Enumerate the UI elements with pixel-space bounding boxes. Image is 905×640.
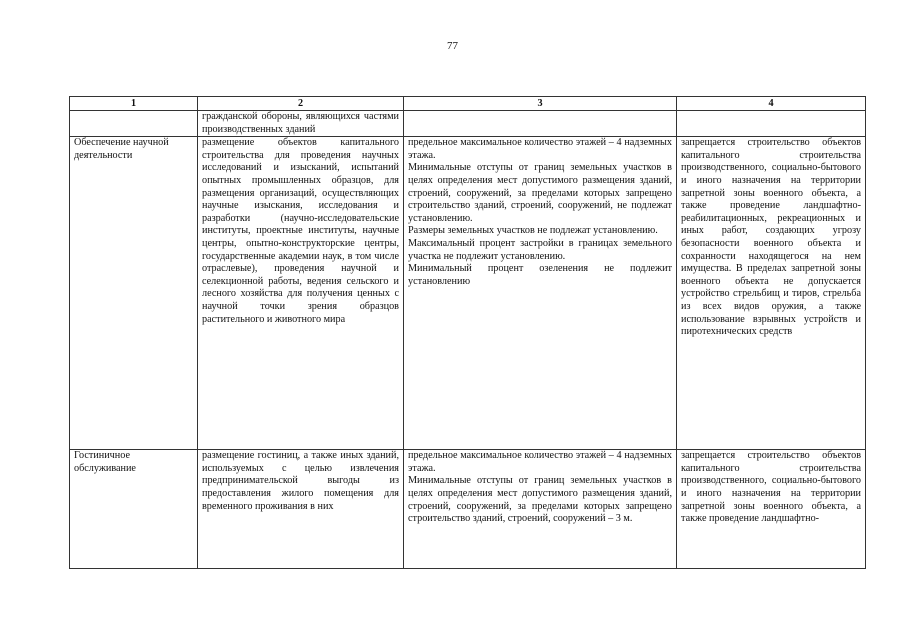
parameter-text: предельное максимальное количество этажей – 4 надземных этажа. (408, 137, 672, 161)
parameter-text: Максимальный процент застройки в границах земельного участка не подлежит установлению. (408, 237, 672, 262)
table-row (70, 137, 866, 450)
continuation-cell-3 (404, 111, 677, 137)
use-type-name: Обеспечение научной деятельности (70, 137, 198, 450)
header-cell-3: 3 (404, 97, 677, 111)
building-parameters (404, 450, 677, 569)
header-cell-4: 4 (677, 97, 866, 111)
page-number: 77 (447, 40, 458, 52)
use-type-description: размещение гостиниц, а также иных зданий, используемых с целью извлечения предпринимательской выгоды из предоставления жилого помещения для временного проживания в них (198, 450, 404, 569)
continuation-cell-1 (70, 111, 198, 137)
continuation-cell-4 (677, 111, 866, 137)
parameter-text: Размеры земельных участков не подлежат установлению. (408, 225, 658, 237)
table-header-row (70, 97, 866, 111)
parameter-text: Минимальные отступы от границ земельных участков в целях определения мест допустимого размещения зданий, строений, сооружений, за пределами которых запрещено строительство зданий, строений, сооружений – 3 м. (408, 475, 672, 525)
table-row (70, 450, 866, 569)
parameter-text: Минимальный процент озеленения не подлежит установлению (408, 263, 672, 287)
parameter-text: предельное максимальное количество этажей – 4 надземных этажа. (408, 450, 672, 474)
zoning-table (69, 96, 866, 569)
restrictions-text: запрещается строительство объектов капитального строительства производственного, социально-бытового и иного назначения на территории запретной зоны военного объекта, а также проведение ландшафтно- (677, 450, 866, 569)
building-parameters (404, 137, 677, 450)
parameter-text: Минимальные отступы от границ земельных участков в целях определения мест допустимого размещения зданий, строений, сооружений, за пределами которых запрещено строительство зданий, строений, сооружений, не подлежат установлению. (408, 162, 672, 224)
continuation-description: гражданской обороны, являющихся частями производственных зданий (198, 111, 404, 137)
restrictions-text: запрещается строительство объектов капитального строительства производственного, социально-бытового и иного назначения на территории запретной зоны военного объекта, а также проведение ландшафтно-реабилитационных, рекреационных и иных работ, создающих угрозу безопасности военного объекта и сохранности находящегося на нем имущества. В пределах запретной зоны военного объекта не допускается устройство стрельбищ и тиров, стрельба из всех видов оружия, а также использование взрывных устройств и пиротехнических средств (677, 137, 866, 450)
use-type-description: размещение объектов капитального строительства для проведения научных исследований и изысканий, испытаний опытных промышленных образцов, для размещения организаций, осуществляющих научные изыскания, исследования и разработки (научно-исследовательские институты, проектные институты, научные центры, опытно-конструкторские центры, государственные академии наук, в том числе отраслевые), проведения научной и селекционной работы, ведения сельского и лесного хозяйства для получения ценных с научной точки зрения образцов растительного и животного мира (198, 137, 404, 450)
header-cell-1: 1 (70, 97, 198, 111)
header-cell-2: 2 (198, 97, 404, 111)
table-row-continuation (70, 111, 866, 137)
use-type-name: Гостиничное обслуживание (70, 450, 198, 569)
